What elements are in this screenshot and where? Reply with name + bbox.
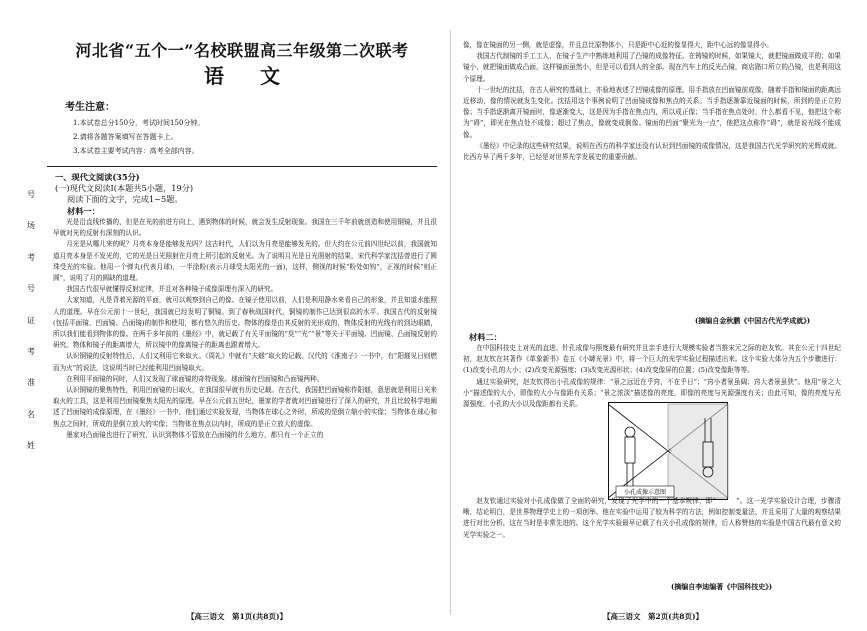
notice-line: 3.本试卷主要考试内容：高考全部内容。	[73, 147, 199, 155]
paragraph: 赵友钦通过实验对小孔成像做了全面的研究，发现了光学中的一个基本规律，即“ ”。这一光学实验设计合理，步骤清晰，结论明白，是世界物理学史上的一项创举。他在实验中运用了较为科学的方法，例如控制变量法，并且采用了大量的观察结果进行对比分析，这在当时是非常先进的。这个光学实验最早记载了有关小孔成像的规律，后人称赞他的实验是中国古代最有意义的光学实验之一。	[463, 497, 841, 539]
paragraph: 在利用平面镜的同时，人们又发现了球面镜的奇特现象。球面镜有凹面镜和凸面镜两种。	[66, 374, 324, 383]
material1-text	[53, 217, 437, 595]
binding-char: 证	[27, 315, 35, 325]
page-footer: 【高三语文 第2页(共8页)】	[603, 612, 704, 621]
paragraph: 我国古代制镜的手工工人，在镜子生产中熟练地利用了凸镜的成像特征。在铸镜的时候，如果镜大，就把镜面做成平的；如果镜小，就把镜面做成凸面，这样镜面虽然小，但是可以看到人的全部。现在汽车上的反光凸镜，商店路口所立的凸镜，也是利用这个原理。	[463, 52, 841, 83]
paragraph: 墨家对凸面镜也进行了研究，认识到物体不管放在凸面镜的什么地方，都只有一个正立的	[66, 430, 324, 439]
binding-char: 号	[27, 190, 35, 199]
instructions: 阅读下面的文字，完成1~5题。	[67, 194, 183, 204]
paragraph: 通过实验研究，赵友钦得出小孔成像的规律：“景之远近在乎窍，不在乎日”；“窍小者景虽阔；窍大者景虽狭”。他用“景之大小”描述像的大小，即像的大小与像距有关系；“景之浓淡”描述像的亮度，即像的亮度与光源强度有关；由此可知，像的亮度与光源强度、小孔的大小以及像距都有关系。	[463, 377, 841, 409]
section-heading: 一、现代文阅读(35分)	[55, 172, 140, 182]
binding-char: 考	[27, 252, 35, 262]
exam-subject: 语文	[204, 64, 316, 88]
binding-char: 考	[27, 346, 35, 356]
paragraph: 像，像在镜面的另一侧，就是虚像，并且总比原物体小，只是距中心近的像显得大，距中心远的像显得小。	[463, 41, 773, 49]
notice-line: 1.本试卷总分150分，考试时间150分钟。	[73, 119, 205, 127]
page-divider	[450, 30, 451, 615]
binding-margin	[24, 190, 38, 450]
material-label: 材料二：	[469, 332, 502, 342]
source-citation: (摘编自李迪编著《中国科技史》)	[671, 582, 773, 591]
paragraph: 十一世纪的沈括，在古人研究的基础上，亦验地表述了凹镜成像的原理。用手指放在凹面镜前成像，随着手指和镜面的距离远近移动，像的情况就发生变化。沈括用这个事例说明了凹面镜成像和焦点的关系。当手指逐渐靠近镜面的时候，所到的是正立的像；当手指逐渐离开镜面时，像逐渐变大，这是因为手指在焦点内，所以成正像；当手指在焦点处时，什么都看不见，他把这个称为“碍”，即光在焦点处不成像；超过了焦点，像就变成倒像。镜面的凹面“聚光为一点”，他把这点称作“碍”，就是说光线不能成像。	[463, 85, 841, 139]
notice-divider	[47, 166, 437, 167]
subsection-heading: (一)现代文阅读Ⅰ(本题共5小题，19分)	[55, 183, 194, 193]
binding-char: 场	[27, 221, 35, 231]
diagram-label: 小孔成像示意图	[623, 489, 667, 496]
pinhole-diagram	[608, 402, 728, 500]
material-label: 材料一：	[67, 206, 100, 216]
notice-title: 考生注意：	[65, 102, 115, 113]
material1-continued	[463, 40, 841, 310]
binding-char: 号	[27, 284, 35, 294]
paragraph: 认识铜镜的反射特性后，人们又利用它来取火。《周礼》中就有“夫燧”取火的记载。汉代的《淮南子》一书中，有“阳燧见日则燃而为火”的说法，这说明当时已经能利用凹面镜取火。	[53, 352, 437, 372]
material2-continued	[463, 496, 841, 560]
paragraph: 大家知道，凡是背着光源的平面，就可以观察到自己的像。在镜子使用以前，人们是利用静水来看自己的形象，并且知道水能照人的道理。早在公元前十一世纪，我国就已经发明了铜镜。到了春秋战国时代，铜镜的制作已达到很高的水平。我国古代的反射镜(包括平面镜、凹面镜、凸面镜)的制作和使用，都有悠久的历史。物体的像是由其反射的光形成的，物体反射的光线有的到达眼睛，所以我们能看到物体的像。在两千多年前的《墨经》中，就记载了有关平面镜的“臭”“光”“景”等关于平面镜、凹面镜、凸面镜反射的研究。物体和镜子的距离增大，所以镜中的像离镜子的距离也跟着增大。	[53, 296, 437, 350]
material2-text	[463, 343, 841, 409]
exam-title: 河北省“五个一”名校联盟高三年级第二次联考	[75, 41, 409, 60]
binding-char: 姓	[27, 441, 35, 450]
paragraph: 我国古代很早就懂得反射定律，并且对各种镜子成像原理有深入的研究。	[66, 285, 278, 294]
paragraph: 光是沿直线传播的，但是在光的前进方向上，遇到物体的时候，就会发生反射现象。我国在三千年前就创造和使用铜镜，并且很早就对光的反射有深刻的认识。	[53, 218, 437, 238]
paragraph: 《墨经》中记录的这些研究结果，说明在西方的科学家还没有认识到凹面镜的成像情况，这是我国古代光学研究的光辉成就。比西方早了两千多年，已经是对世界光学发展史的重要贡献。	[463, 141, 841, 162]
binding-char: 名	[27, 409, 35, 419]
source-citation: (摘编自金秋鹏《中国古代光学成就》)	[695, 316, 811, 325]
paragraph: 在中国科技史上对光的直进、针孔成像与照度最有研究并且亲手进行大规模实验者当推宋元之际的赵友钦。其在公元十四世纪初，赵友钦在其著作《革象新书》卷五《小罅光景》中，将一个巨大的光学实验过程描述出来。这个实验大体分为五个步骤进行：(1)改变小孔的大小；(2)改变光源强度；(3)改变光源形状；(4)改变像屏的位置；(5)改变像距等等。	[463, 344, 841, 375]
paragraph: 认识铜镜的聚焦特性，利用凹面镜的日取火，在我国很早就有历史记载。在古代，我国把凹面镜称作阳燧，意思就是利用日光来取火的工具，这是利用凹面镜聚焦太阳光的原理。早在公元前五世纪，墨家的学者就对凹面镜进行了深入的研究，并且比较科学地阐述了凹面镜的成像原理，在《墨经》一书中，他们通过实验发现，当物体在球心之外时，所成的是倒立缩小的实像；当物体在球心和焦点之间时，所成的是倒立放大的实像；当物体在焦点以内时，所成的是正立放大的虚像。	[53, 386, 437, 428]
binding-char: 准	[27, 378, 35, 388]
notice-line: 2.请将各题答案填写在答题卡上。	[73, 133, 178, 141]
page-footer: 【高三语文 第1页(共8页)】	[187, 612, 288, 621]
paragraph: 月光是从哪儿来的呢？月亮本身是能够发光吗？这古时代，人们以为月亮是能够发光的。但大约在公元前四世纪以前，我国就知道月亮本身是不发光的，它的光是日光照射在月亮上所引起的反射光。为了说明月光是日光照射的结果，宋代科学家沈括曾进行了圆珠受光的实验。他用一个弹丸(代表月球)，一半涂粉(表示月球受太阳光的一面)，这样，侧视的时候“粉处如钩”，正视的时候“则正圆”，说明了月的圆缺的道理。	[53, 240, 437, 283]
